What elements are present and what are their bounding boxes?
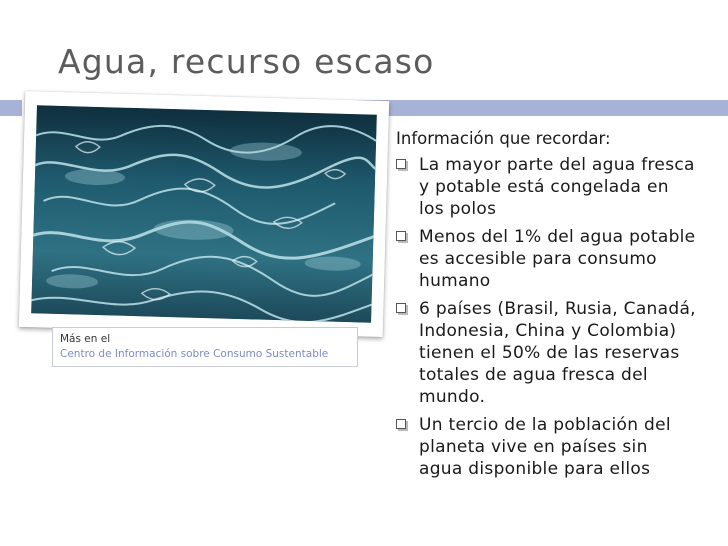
caption-link[interactable]: Centro de Información sobre Consumo Sustentable — [60, 348, 329, 360]
square-bullet-icon — [396, 159, 406, 169]
caption-prefix: Más en el — [60, 333, 111, 345]
bullet-text: 6 países (Brasil, Rusia, Canadá, Indonesia, China y Colombia) tienen el 50% de las reservas totales de agua fresca del mundo. — [419, 299, 696, 407]
square-bullet-icon — [396, 419, 406, 429]
bullet-list — [396, 154, 696, 480]
water-image — [31, 105, 377, 322]
water-photo — [31, 105, 377, 322]
list-item — [396, 298, 696, 408]
water-photo-frame — [19, 91, 389, 337]
list-item — [396, 414, 696, 480]
list-item — [396, 154, 696, 220]
photo-caption — [52, 327, 358, 367]
square-bullet-icon — [396, 231, 406, 241]
slide-title: Agua, recurso escaso — [58, 42, 435, 81]
intro-text: Información que recordar: — [396, 129, 611, 148]
bullet-text: Menos del 1% del agua potable es accesible para consumo humano — [419, 227, 696, 291]
bullet-text: La mayor parte del agua fresca y potable está congelada en los polos — [419, 155, 695, 219]
square-bullet-icon — [396, 303, 406, 313]
title-rule-left — [0, 100, 22, 116]
bullet-text: Un tercio de la población del planeta vive en países sin agua disponible para ellos — [419, 415, 671, 479]
list-item — [396, 226, 696, 292]
slide-content — [396, 127, 696, 486]
